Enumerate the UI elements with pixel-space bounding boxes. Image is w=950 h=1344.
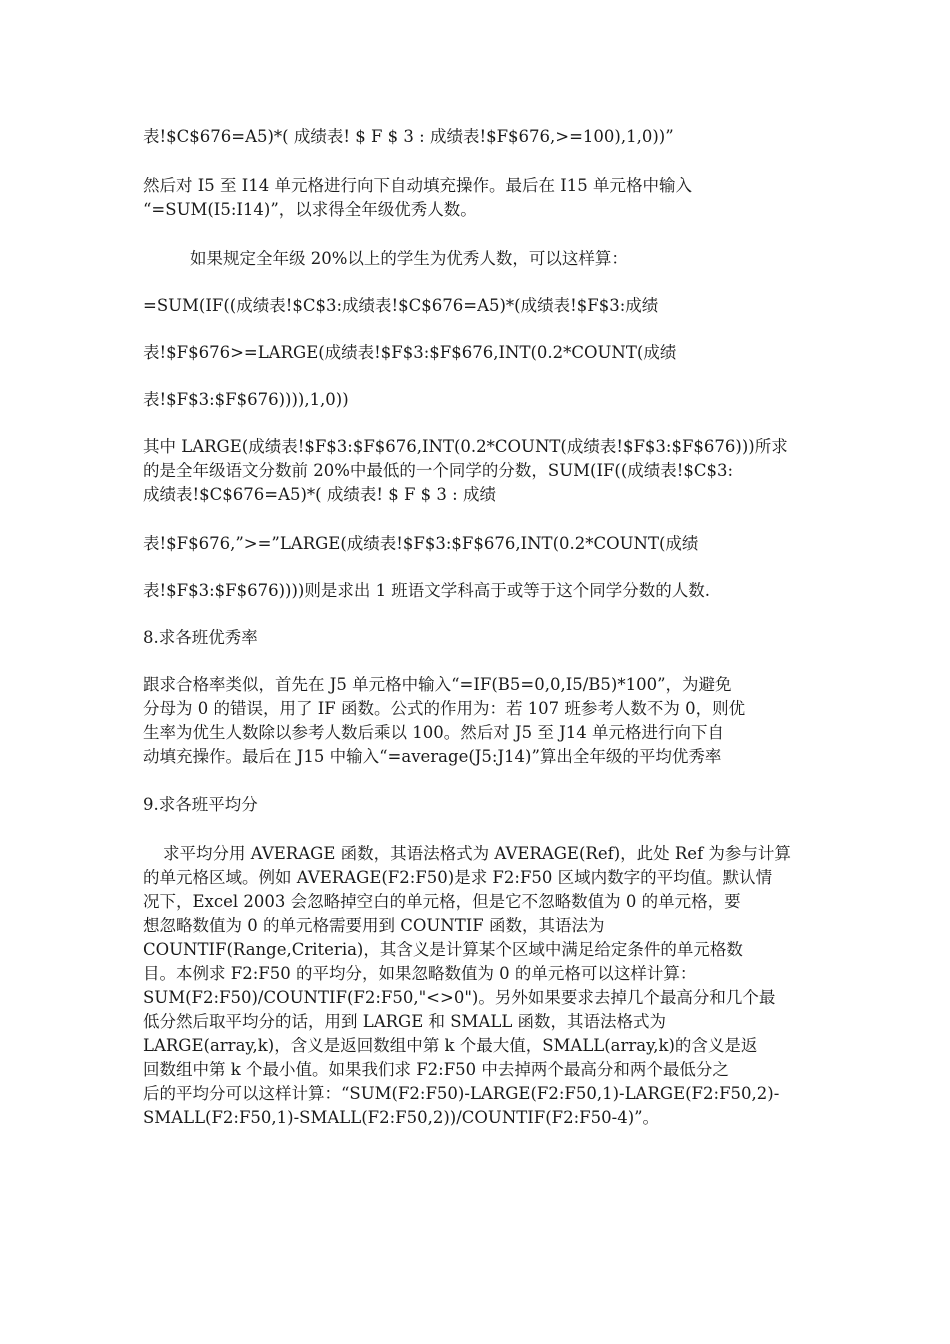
section-heading: 9.求各班平均分 (143, 795, 258, 814)
text-line: 动填充操作。最后在 J15 中输入“=average(J5:J14)”算出全年级的平均优秀率 (143, 747, 722, 766)
text-line: 跟求合格率类似，首先在 J5 单元格中输入“=IF(B5=0,0,I5/B5)*100”，为避免 (143, 675, 732, 694)
text-line: 后的平均分可以这样计算：“SUM(F2:F50)-LARGE(F2:F50,1)-LARGE(F2:F50,2)- (143, 1084, 780, 1103)
text-line: 表!$F$3:$F$676))))则是求出 1 班语文学科高于或等于这个同学分数的人数. (143, 581, 711, 600)
text-line: 如果规定全年级 20%以上的学生为优秀人数，可以这样算： (190, 249, 628, 268)
text-line: SMALL(F2:F50,1)-SMALL(F2:F50,2))/COUNTIF(F2:F50-4)”。 (143, 1108, 660, 1127)
text-line: 低分然后取平均分的话，用到 LARGE 和 SMALL 函数，其语法格式为 (143, 1012, 667, 1031)
text-line: “=SUM(I5:I14)”，以求得全年级优秀人数。 (143, 200, 477, 219)
text-line: 然后对 I5 至 I14 单元格进行向下自动填充操作。最后在 I15 单元格中输入 (143, 176, 693, 195)
text-line: 表!$F$676,”>=”LARGE(成绩表!$F$3:$F$676,INT(0.2*COUNT(成绩 (143, 534, 699, 553)
text-line: 表!$F$676>=LARGE(成绩表!$F$3:$F$676,INT(0.2*COUNT(成绩 (143, 343, 677, 362)
text-line: 表!$F$3:$F$676)))),1,0)) (143, 390, 349, 409)
text-line: 求平均分用 AVERAGE 函数，其语法格式为 AVERAGE(Ref)，此处 Ref 为参与计算 (163, 844, 791, 863)
text-line: LARGE(array,k)，含义是返回数组中第 k 个最大值，SMALL(array,k)的含义是返 (143, 1036, 758, 1055)
text-line: SUM(F2:F50)/COUNTIF(F2:F50,"<>0")。另外如果要求去掉几个最高分和几个最 (143, 988, 776, 1007)
text-line: =SUM(IF((成绩表!$C$3:成绩表!$C$676=A5)*(成绩表!$F$3:成绩 (143, 296, 659, 315)
text-line: 分母为 0 的错误，用了 IF 函数。公式的作用为：若 107 班参考人数不为 0，则优 (143, 699, 746, 718)
text-line: 成绩表!$C$676=A5)*( 成绩表! $ F $ 3 : 成绩 (143, 485, 496, 504)
text-line: 其中 LARGE(成绩表!$F$3:$F$676,INT(0.2*COUNT(成绩表!$F$3:$F$676)))所求 (143, 437, 788, 456)
section-heading: 8.求各班优秀率 (143, 628, 258, 647)
text-line: 生率为优生人数除以参考人数后乘以 100。然后对 J5 至 J14 单元格进行向下自 (143, 723, 724, 742)
text-line: 目。本例求 F2:F50 的平均分，如果忽略数值为 0 的单元格可以这样计算： (143, 964, 697, 983)
text-line: 况下，Excel 2003 会忽略掉空白的单元格，但是它不忽略数值为 0 的单元格，要 (143, 892, 741, 911)
text-line: 的单元格区域。例如 AVERAGE(F2:F50)是求 F2:F50 区域内数字的平均值。默认情 (143, 868, 773, 887)
text-line: 想忽略数值为 0 的单元格需要用到 COUNTIF 函数，其语法为 (143, 916, 605, 935)
text-line: 的是全年级语文分数前 20%中最低的一个同学的分数，SUM(IF((成绩表!$C$3: (143, 461, 734, 480)
text-line: COUNTIF(Range,Criteria)，其含义是计算某个区域中满足给定条件的单元格数 (143, 940, 743, 959)
text-line: 回数组中第 k 个最小值。如果我们求 F2:F50 中去掉两个最高分和两个最低分之 (143, 1060, 729, 1079)
text-line: 表!$C$676=A5)*( 成绩表! $ F $ 3 : 成绩表!$F$676,>=100),1,0))” (143, 127, 674, 146)
